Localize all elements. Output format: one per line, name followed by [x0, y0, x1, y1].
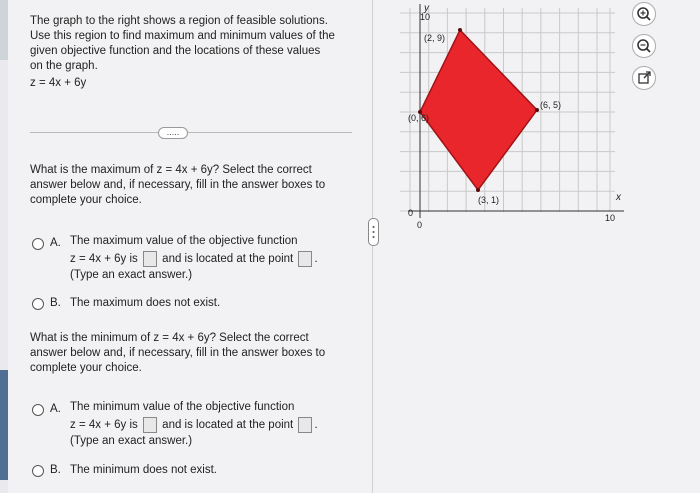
min-value-input[interactable] [143, 417, 157, 433]
min-option-a: The minimum value of the objective function z = 4x + 6y is and is located at the point . (Type an exact answer.) [70, 399, 370, 449]
left-edge-strip [0, 0, 8, 493]
maximum-question [30, 163, 360, 208]
min-option-b-letter: B. [50, 464, 61, 476]
vertex-label: (3, 1) [478, 195, 500, 205]
zoom-in-button[interactable] [632, 2, 656, 26]
option-hint: (Type an exact answer.) [70, 269, 193, 282]
zoom-out-icon [633, 35, 655, 57]
zoom-out-button[interactable] [632, 34, 656, 58]
min-option-b-radio[interactable] [32, 465, 44, 477]
question-line: answer below and, if necessary, fill in the answer boxes to [30, 347, 326, 359]
option-text: and is located at the point [162, 419, 294, 432]
max-option-a: The maximum value of the objective function z = 4x + 6y is and is located at the point . (Type an exact answer.) [70, 233, 370, 283]
option-text: The minimum value of the objective function [70, 401, 295, 413]
max-option-b: The maximum does not exist. [70, 297, 221, 309]
option-text: The maximum value of the objective function [70, 235, 298, 247]
problem-statement [30, 14, 370, 91]
question-line: What is the minimum of z = 4x + 6y? Select the correct [30, 332, 309, 344]
popout-button[interactable] [632, 66, 656, 90]
intro-line: on the graph. [30, 60, 98, 72]
minimum-question [30, 331, 360, 376]
grip-icon [369, 219, 378, 245]
y-origin-label: 0 [408, 208, 414, 218]
objective-function: z = 4x + 6y [30, 77, 87, 89]
option-hint: (Type an exact answer.) [70, 435, 193, 448]
vertex-label: (0, 6) [408, 113, 430, 123]
question-line: complete your choice. [30, 362, 142, 374]
intro-line: The graph to the right shows a region of feasible solutions. [30, 15, 328, 27]
max-option-a-letter: A. [50, 237, 61, 249]
x-origin-label: 0 [417, 220, 423, 230]
question-line: complete your choice. [30, 194, 142, 206]
vertex-point [476, 188, 480, 192]
option-text: z = 4x + 6y is [70, 419, 138, 432]
x-axis-label: x [616, 192, 621, 203]
min-point-input[interactable] [298, 417, 312, 433]
intro-line: Use this region to find maximum and minimum values of the [30, 30, 335, 42]
vertex-point [535, 108, 539, 112]
y-axis-tick-label: 10 [420, 12, 431, 22]
max-point-input[interactable] [298, 251, 312, 267]
feasible-region-graph [390, 0, 630, 240]
pane-resize-handle[interactable] [368, 218, 379, 246]
max-option-b-letter: B. [50, 297, 61, 309]
left-edge-marker [0, 0, 8, 60]
external-link-icon [633, 67, 655, 89]
min-option-a-radio[interactable] [32, 404, 44, 416]
question-line: answer below and, if necessary, fill in the answer boxes to [30, 179, 326, 191]
option-text: and is located at the point [162, 253, 294, 266]
question-line: What is the maximum of z = 4x + 6y? Select the correct [30, 164, 312, 176]
vertex-label: (6, 5) [540, 100, 562, 110]
y-axis-label: y [424, 3, 429, 14]
feasible-region [420, 30, 537, 190]
max-value-input[interactable] [143, 251, 157, 267]
x-axis-tick-label: 10 [605, 213, 616, 223]
intro-line: given objective function and the locations of these values [30, 45, 321, 57]
section-divider [30, 132, 352, 133]
max-option-b-radio[interactable] [32, 298, 44, 310]
vertex-label: (2, 9) [424, 33, 446, 43]
min-option-a-letter: A. [50, 403, 61, 415]
max-option-a-radio[interactable] [32, 238, 44, 250]
left-edge-marker [0, 370, 8, 480]
vertex-point [458, 28, 462, 32]
min-option-b: The minimum does not exist. [70, 464, 218, 476]
more-options-button[interactable]: ..... [158, 127, 188, 139]
option-text: z = 4x + 6y is [70, 253, 138, 266]
zoom-in-icon [633, 3, 655, 25]
